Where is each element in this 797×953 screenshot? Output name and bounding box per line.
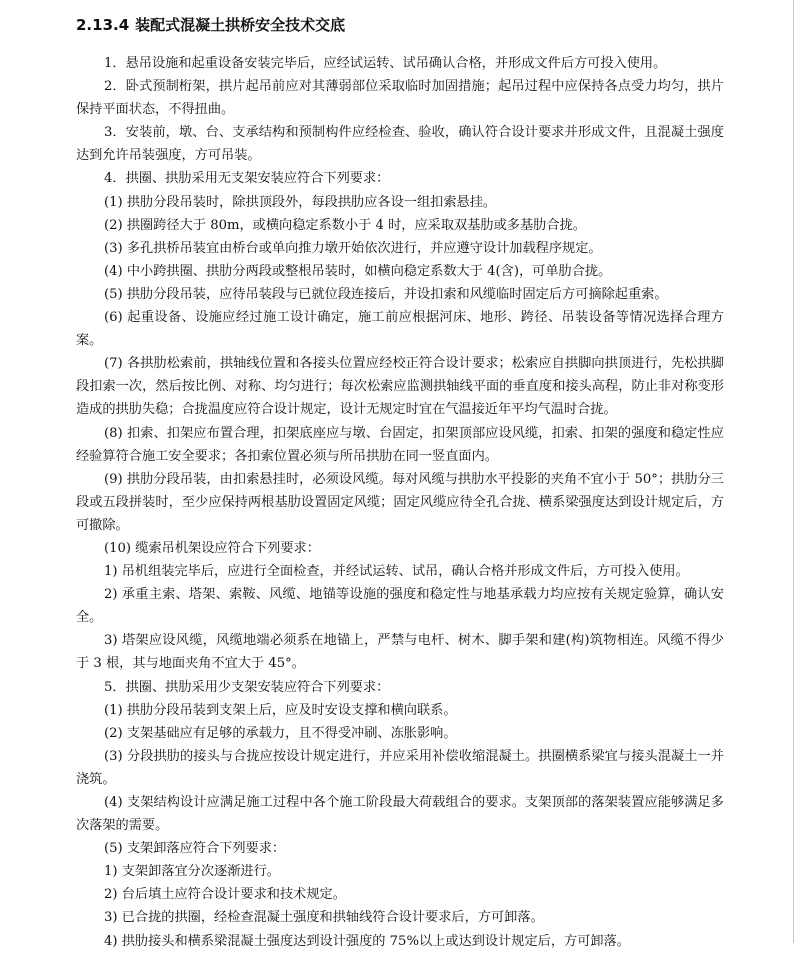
paragraph: (9) 拱肋分段吊装，由扣索悬挂时，必须设风缆。每对风缆与拱肋水平投影的夹角不宜小于 50°；拱肋分三段或五段拼装时，至少应保持两根基肋设置固定风缆；固定风缆应待全孔合拢、横系梁强度达到设计规定后，方可撤除。	[76, 471, 724, 533]
paragraph: 5．拱圈、拱肋采用少支架安装应符合下列要求：	[104, 679, 390, 695]
paragraph: (8) 扣索、扣架应布置合理，扣架底座应与墩、台固定，扣架顶部应设风缆，扣索、扣架的强度和稳定性应经验算符合施工安全要求；各扣索位置必须与所吊拱肋在同一竖直面内。	[76, 425, 724, 464]
paragraph: 4) 拱肋接头和横系梁混凝土强度达到设计强度的 75%以上或达到设计规定后，方可卸落。	[104, 933, 630, 949]
paragraph: (4) 中小跨拱圈、拱肋分两段或整根吊装时，如横向稳定系数大于 4(含)，可单肋合拢。	[104, 263, 612, 279]
paragraph: 3．安装前，墩、台、支承结构和预制构件应经检查、验收，确认符合设计要求并形成文件，且混凝土强度达到允许吊装强度，方可吊装。	[76, 125, 724, 164]
paragraph: 2) 承重主索、塔架、索鞍、风缆、地锚等设施的强度和稳定性与地基承载力均应按有关规定验算，确认安全。	[76, 587, 724, 626]
paragraph: (4) 支架结构设计应满足施工过程中各个施工阶段最大荷载组合的要求。支架顶部的落架装置应能够满足多次落架的需要。	[76, 795, 724, 834]
paragraph: 2．卧式预制桁架，拱片起吊前应对其薄弱部位采取临时加固措施；起吊过程中应保持各点受力均匀，拱片保持平面状态，不得扭曲。	[76, 79, 724, 118]
paragraph: (2) 拱圈跨径大于 80m，或横向稳定系数小于 4 时，应采取双基肋或多基肋合拢。	[104, 217, 586, 233]
section-title: 装配式混凝土拱桥安全技术交底	[135, 16, 346, 34]
page-edge-divider	[793, 0, 794, 943]
paragraph: 1．悬吊设施和起重设备安装完毕后，应经试运转、试吊确认合格，并形成文件后方可投入使用。	[104, 56, 667, 71]
section-number: 2.13.4	[76, 16, 130, 34]
paragraph: 1) 吊机组装完毕后，应进行全面检查，并经试运转、试吊，确认合格并形成文件后，方可投入使用。	[104, 564, 689, 580]
paragraph: 3) 塔架应设风缆，风缆地端必须系在地锚上，严禁与电杆、树木、脚手架和建(构)筑物相连。风缆不得少于 3 根，其与地面夹角不宜大于 45°。	[76, 633, 724, 672]
paragraph: 2) 台后填土应符合设计要求和技术规定。	[104, 887, 346, 903]
section-heading	[76, 13, 345, 37]
paragraph: (7) 各拱肋松索前，拱轴线位置和各接头位置应经校正符合设计要求；松索应自拱脚向拱顶进行，先松拱脚段扣索一次，然后按比例、对称、均匀进行；每次松索应监测拱轴线平面的垂直度和接头高程，防止非对称变形造成的拱肋失稳；合拢温度应符合设计规定，设计无规定时宜在气温接近年平均气温时合拢。	[76, 356, 724, 418]
paragraph: (10) 缆索吊机架设应符合下列要求：	[104, 540, 320, 556]
paragraph: 1) 支架卸落宜分次逐渐进行。	[104, 864, 280, 880]
paragraph: (3) 分段拱肋的接头与合拢应按设计规定进行，并应采用补偿收缩混凝土。拱圈横系梁宜与接头混凝土一并浇筑。	[76, 748, 724, 787]
paragraph: (6) 起重设备、设施应经过施工设计确定，施工前应根据河床、地形、跨径、吊装设备等情况选择合理方案。	[76, 310, 724, 349]
paragraph: (5) 拱肋分段吊装，应待吊装段与已就位段连接后，并设扣索和风缆临时固定后方可摘除起重索。	[104, 286, 668, 302]
paragraph: (1) 拱肋分段吊装到支架上后，应及时安设支撑和横向联系。	[104, 702, 457, 718]
paragraph: 3) 已合拢的拱圈，经检查混凝土强度和拱轴线符合设计要求后，方可卸落。	[104, 910, 544, 926]
document-body	[76, 52, 724, 953]
paragraph: 4．拱圈、拱肋采用无支架安装应符合下列要求：	[104, 171, 390, 187]
paragraph: (5) 支架卸落应符合下列要求：	[104, 841, 286, 857]
paragraph: (1) 拱肋分段吊装时，除拱顶段外，每段拱肋应各设一组扣索悬挂。	[104, 194, 497, 210]
paragraph: (2) 支架基础应有足够的承载力，且不得受冲刷、冻胀影响。	[104, 725, 457, 741]
paragraph: (3) 多孔拱桥吊装宜由桥台或单向推力墩开始依次进行，并应遵守设计加载程序规定。	[104, 240, 602, 256]
